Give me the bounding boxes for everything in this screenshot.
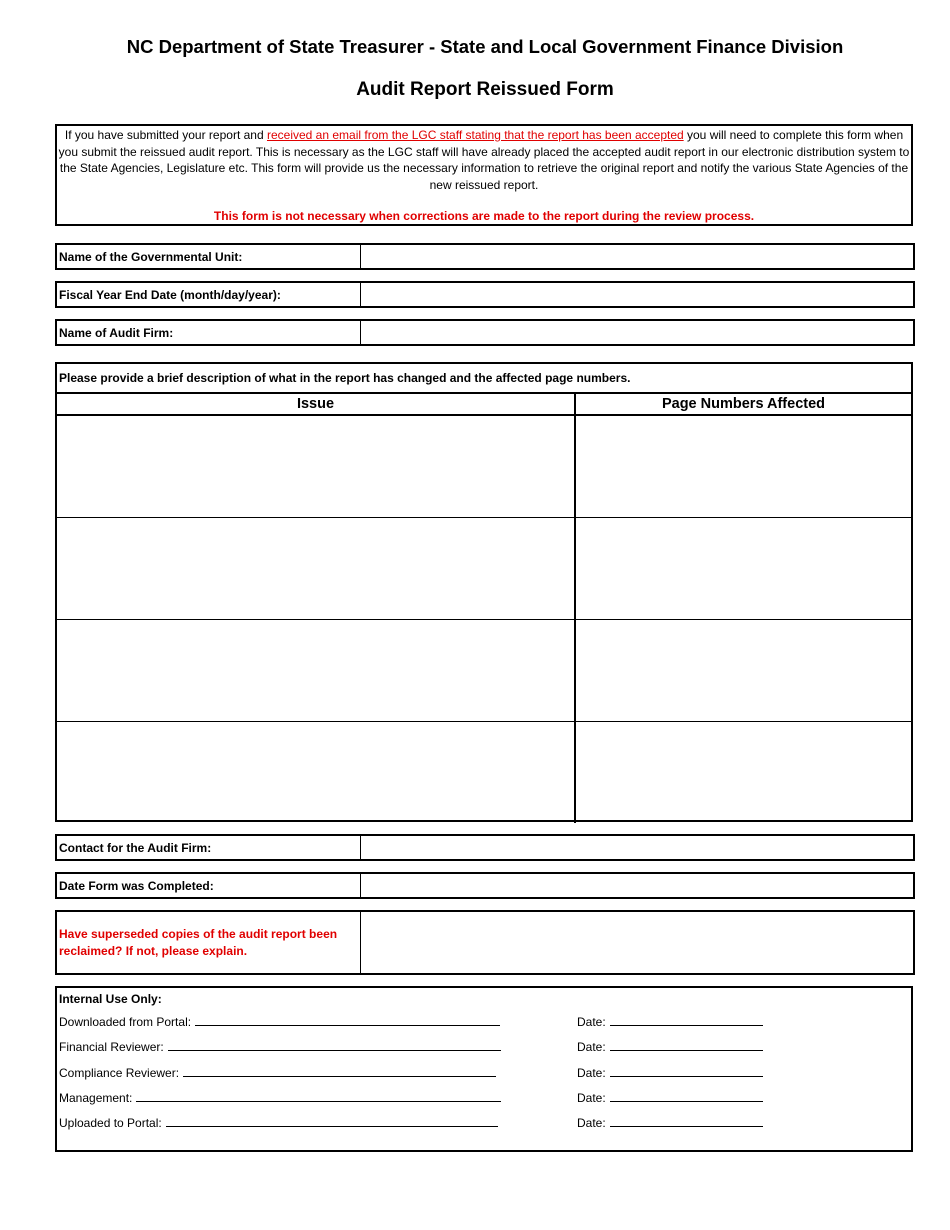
downloaded-label: Downloaded from Portal: [59,1015,192,1029]
compliance-reviewer-label: Compliance Reviewer: [59,1065,180,1080]
table-row [57,415,911,518]
financial-reviewer-date-line[interactable] [610,1039,763,1051]
management-date-line[interactable] [610,1090,763,1102]
contact-row [55,834,915,861]
audit-firm-label: Name of Audit Firm: [57,321,361,344]
uploaded-label: Uploaded to Portal: [59,1116,162,1131]
issue-cell[interactable] [57,620,575,722]
gov-unit-row [55,243,915,270]
internal-row-uploaded [59,1115,909,1140]
gov-unit-label: Name of the Governmental Unit: [57,245,361,268]
reclaimed-label: Have superseded copies of the audit report been reclaimed? If not, please explain. [57,912,361,973]
audit-firm-row [55,319,915,346]
changes-section [55,362,913,822]
pages-cell[interactable] [575,415,911,518]
internal-row-compliance [59,1065,909,1090]
intro-highlight-text: received an email from the LGC staff stating that the report has been accepted [266,128,684,142]
fiscal-year-input[interactable] [361,283,913,306]
changes-instruction: Please provide a brief description of what in the report has changed and the affected page numbers. [57,364,911,394]
date-completed-row [55,872,915,899]
contact-label: Contact for the Audit Firm: [57,836,361,859]
internal-row-downloaded [59,1014,909,1039]
date-completed-input[interactable] [361,874,913,897]
management-signature-line[interactable] [136,1090,501,1102]
intro-text-start: If you have submitted your report and [64,128,267,142]
issue-cell[interactable] [57,722,575,824]
reclaimed-input[interactable] [361,912,913,973]
internal-use-section [55,986,913,1152]
audit-firm-input[interactable] [361,321,913,344]
financial-reviewer-signature-line[interactable] [168,1039,501,1051]
internal-row-financial [59,1039,909,1064]
pages-cell[interactable] [575,620,911,722]
fiscal-year-row [55,281,915,308]
fiscal-year-label: Fiscal Year End Date (month/day/year): [57,283,361,306]
table-row [57,722,911,824]
date-label: Date: [577,1065,606,1080]
issue-cell[interactable] [57,415,575,518]
table-row [57,620,911,722]
changes-table [57,394,911,823]
date-label: Date: [577,1090,606,1105]
compliance-reviewer-date-line[interactable] [610,1065,763,1077]
management-label: Management: [59,1090,133,1105]
issue-cell[interactable] [57,518,575,620]
financial-reviewer-label: Financial Reviewer: [59,1040,164,1055]
date-label: Date: [577,1040,606,1055]
pages-cell[interactable] [575,722,911,824]
form-title: Audit Report Reissued Form [356,79,614,100]
pages-cell[interactable] [575,518,911,620]
contact-input[interactable] [361,836,913,859]
issue-column-header: Issue [57,394,575,415]
pages-column-header: Page Numbers Affected [575,394,911,415]
reclaimed-row [55,910,915,975]
compliance-reviewer-signature-line[interactable] [183,1065,496,1077]
uploaded-signature-line[interactable] [166,1115,498,1127]
intro-warning: This form is not necessary when corrections are made to the report during the review process. [213,209,755,223]
uploaded-date-line[interactable] [610,1115,763,1127]
intro-text-end: you will need to complete this form when you submit the reissued audit report. This is necessary as the LGC staff will have already placed the accepted audit report in our electronic distribution system to the State Agencies, Legislature etc. This form will provide us the necessary information to retrieve the original report and notify the various State Agencies of the new reissued report. [58,128,910,192]
date-label: Date: [577,1116,606,1131]
gov-unit-input[interactable] [361,245,913,268]
table-row [57,518,911,620]
downloaded-signature-line[interactable] [195,1014,500,1026]
internal-use-heading: Internal Use Only: [59,992,162,1006]
downloaded-date-line[interactable] [610,1014,763,1026]
intro-box [55,124,913,226]
internal-row-management [59,1090,909,1115]
page-title: NC Department of State Treasurer - State and Local Government Finance Division [126,36,844,57]
date-label: Date: [577,1015,606,1029]
date-completed-label: Date Form was Completed: [57,874,361,897]
